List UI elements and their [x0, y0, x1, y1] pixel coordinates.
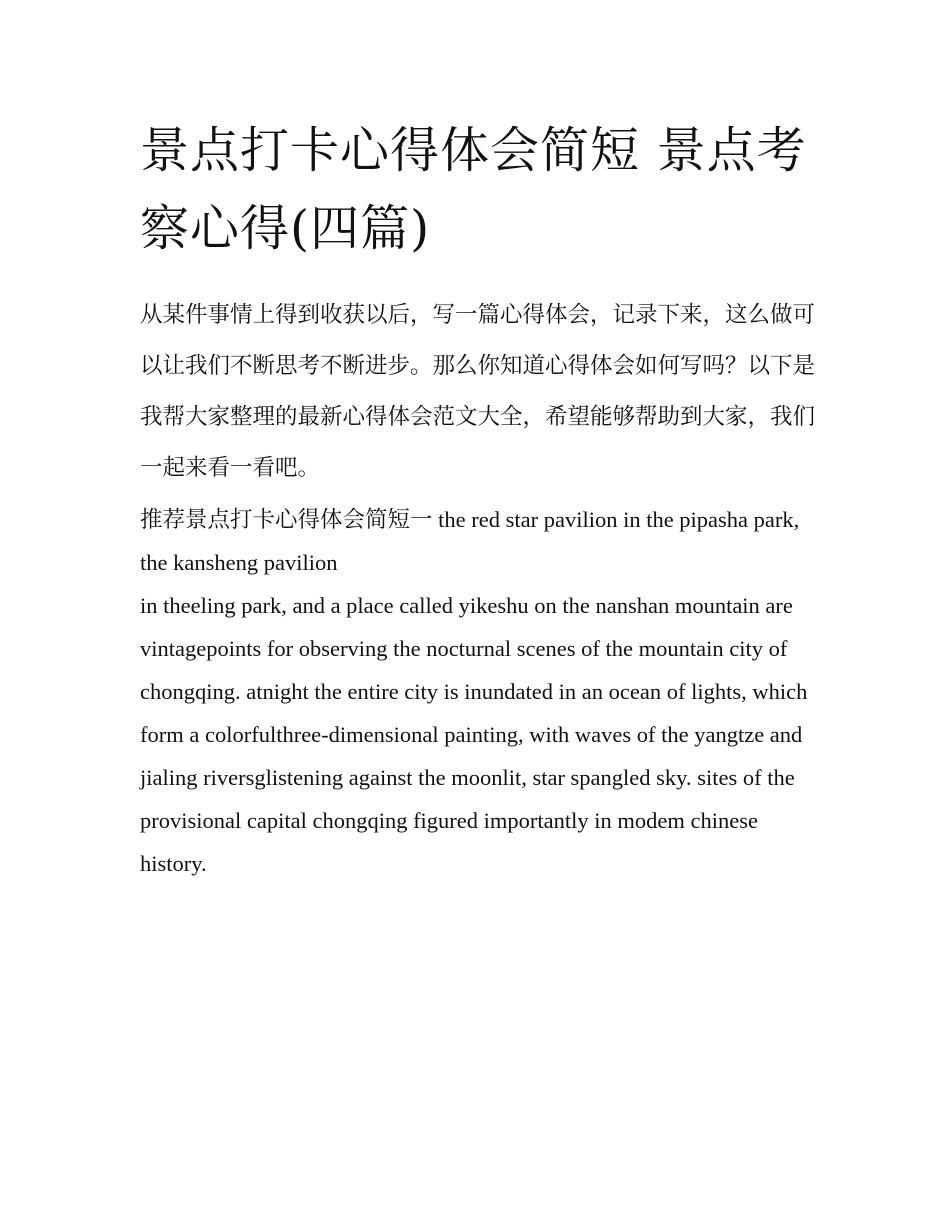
- document-page: [140, 112, 815, 885]
- english-passage: [140, 498, 815, 885]
- document-title: 景点打卡心得体会简短 景点考察心得(四篇): [140, 122, 807, 257]
- passage-line: jialing riversglistening against the moonlit, star spangled sky. sites of the: [140, 765, 795, 790]
- passage-line: form a colorfulthree-dimensional painting, with waves of the yangtze and: [140, 722, 803, 747]
- passage-line: 推荐景点打卡心得体会简短一 the red star pavilion in the pipasha park, the kansheng pavilion: [140, 507, 800, 575]
- passage-line: provisional capital chongqing figured importantly in modem chinese history.: [140, 808, 758, 876]
- intro-paragraph: 从某件事情上得到收获以后，写一篇心得体会，记录下来，这么做可以让我们不断思考不断进步。那么你知道心得体会如何写吗？以下是我帮大家整理的最新心得体会范文大全，希望能够帮助到大家，我们一起来看一看吧。: [140, 302, 816, 481]
- passage-line: vintagepoints for observing the nocturnal scenes of the mountain city of: [140, 636, 788, 661]
- passage-line: in theeling park, and a place called yikeshu on the nanshan mountain are: [140, 593, 793, 618]
- passage-line: chongqing. atnight the entire city is inundated in an ocean of lights, which: [140, 679, 808, 704]
